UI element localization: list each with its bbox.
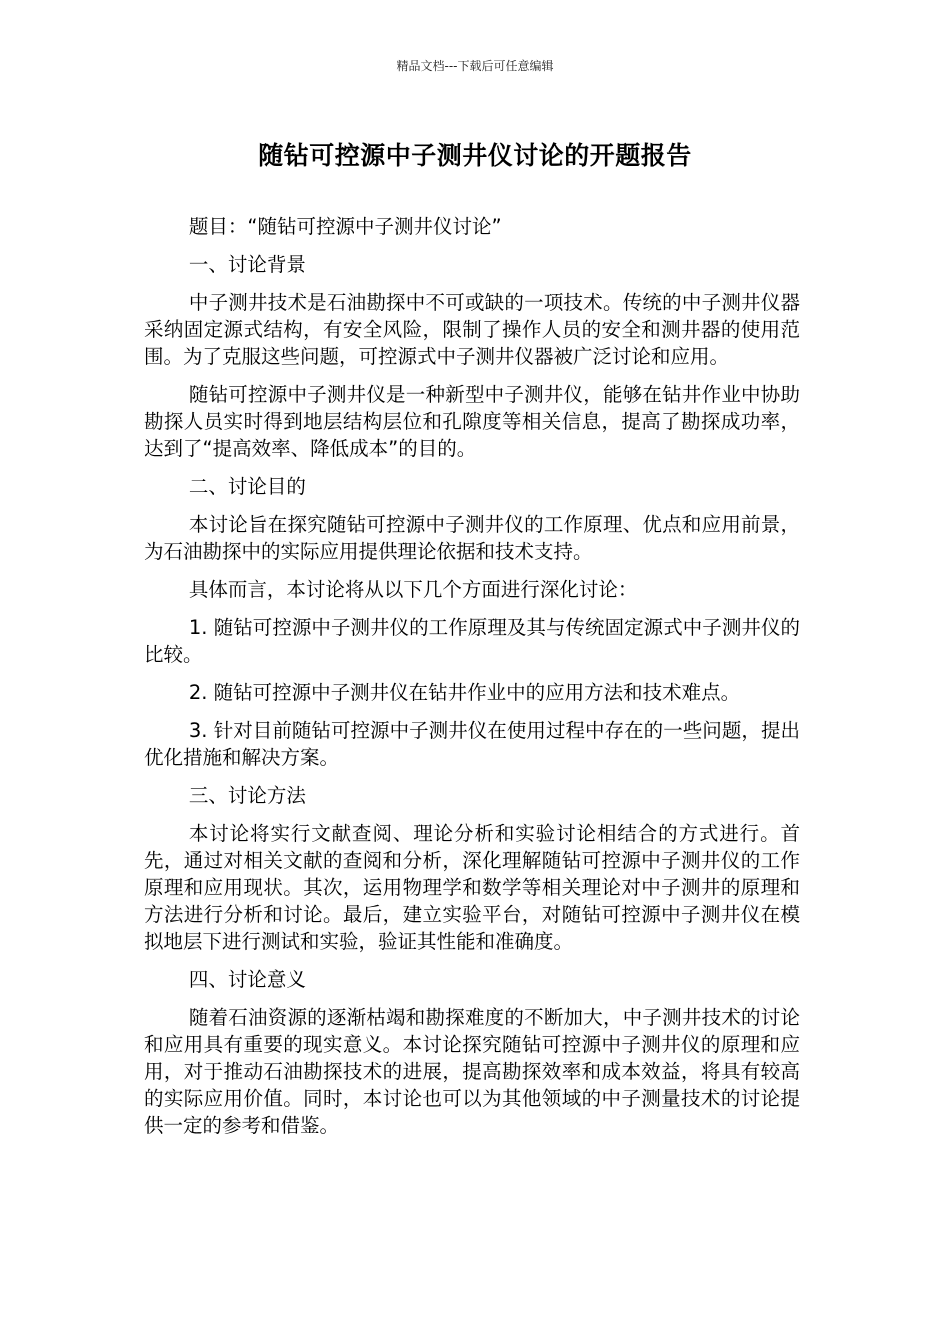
section-heading-significance: 四、讨论意义 xyxy=(188,968,306,991)
purpose-item-1: 1. 随钻可控源中子测井仪的工作原理及其与传统固定源式中子测井仪的比较。 xyxy=(144,616,800,666)
document-body xyxy=(144,213,800,1150)
document-title: 随钻可控源中子测井仪讨论的开题报告 xyxy=(258,141,692,170)
section-heading-background: 一、讨论背景 xyxy=(188,253,306,276)
purpose-item-3: 3. 针对目前随钻可控源中子测井仪在使用过程中存在的一些问题，提出优化措施和解决方案。 xyxy=(144,719,800,769)
purpose-item-2: 2. 随钻可控源中子测井仪在钻井作业中的应用方法和技术难点。 xyxy=(188,681,741,704)
purpose-paragraph-2: 具体而言，本讨论将从以下几个方面进行深化讨论： xyxy=(188,578,638,601)
background-paragraph-1: 中子测井技术是石油勘探中不可或缺的一项技术。传统的中子测井仪器采纳固定源式结构，有安全风险，限制了操作人员的安全和测井器的使用范围。为了克服这些问题，可控源式中子测井仪器被广泛讨论和应用。 xyxy=(144,291,800,368)
section-heading-purpose: 二、讨论目的 xyxy=(188,475,306,498)
subject-line: 题目：“随钻可控源中子测井仪讨论” xyxy=(188,215,502,238)
header-note: 精品文档---下载后可任意编辑 xyxy=(396,59,554,73)
purpose-paragraph-1: 本讨论旨在探究随钻可控源中子测井仪的工作原理、优点和应用前景，为石油勘探中的实际应用提供理论依据和技术支持。 xyxy=(144,513,800,563)
section-heading-method: 三、讨论方法 xyxy=(188,784,306,807)
method-paragraph: 本讨论将实行文献查阅、理论分析和实验讨论相结合的方式进行。首先，通过对相关文献的查阅和分析，深化理解随钻可控源中子测井仪的工作原理和应用现状。其次，运用物理学和数学等相关理论对中子测井的原理和方法进行分析和讨论。最后，建立实验平台，对随钻可控源中子测井仪在模拟地层下进行测试和实验，验证其性能和准确度。 xyxy=(144,822,800,953)
background-paragraph-2: 随钻可控源中子测井仪是一种新型中子测井仪，能够在钻井作业中协助勘探人员实时得到地层结构层位和孔隙度等相关信息，提高了勘探成功率，达到了“提高效率、降低成本”的目的。 xyxy=(144,383,800,460)
significance-paragraph: 随着石油资源的逐渐枯竭和勘探难度的不断加大，中子测井技术的讨论和应用具有重要的现实意义。本讨论探究随钻可控源中子测井仪的原理和应用，对于推动石油勘探技术的进展，提高勘探效率和成本效益，将具有较高的实际应用价值。同时，本讨论也可以为其他领域的中子测量技术的讨论提供一定的参考和借鉴。 xyxy=(144,1006,800,1137)
